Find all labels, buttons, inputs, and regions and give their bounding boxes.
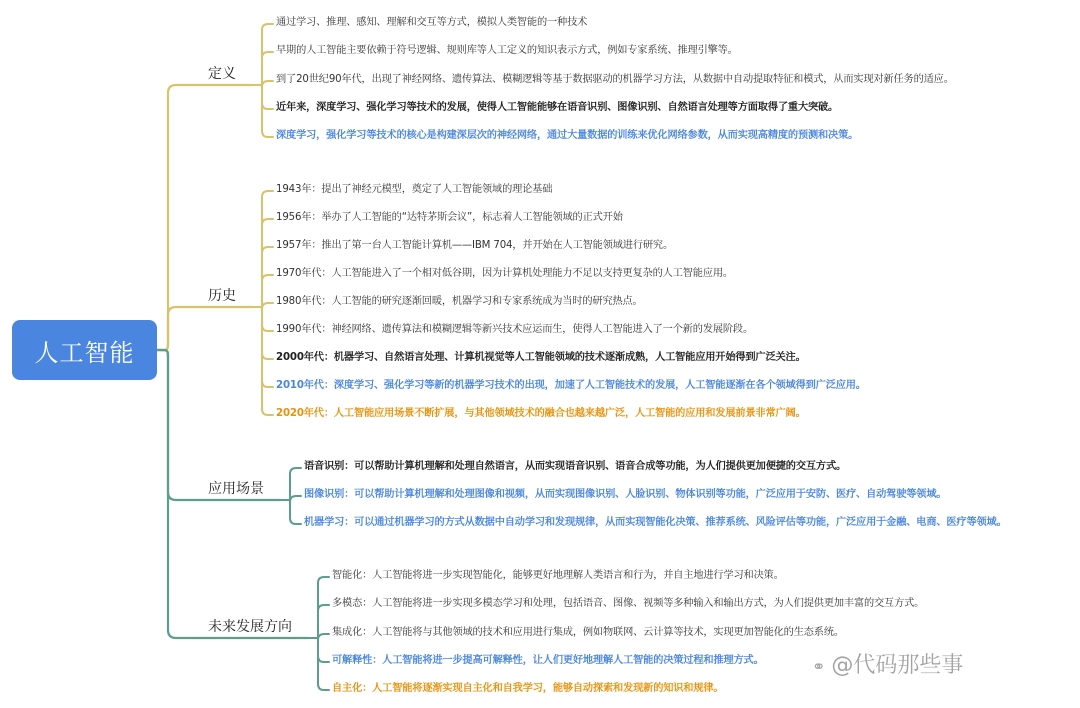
leaf-connector	[262, 381, 273, 387]
leaf-connector	[262, 219, 273, 225]
branch-label[interactable]: 未来发展方向	[208, 619, 292, 635]
leaf-connector	[318, 684, 329, 690]
leaf-item[interactable]: 1943年：提出了神经元模型，奠定了人工智能领域的理论基础	[276, 184, 553, 195]
leaf-connector	[262, 325, 273, 331]
leaf-connector	[318, 605, 329, 611]
leaf-connector	[318, 577, 329, 583]
leaf-connector	[262, 103, 273, 109]
root-node[interactable]: 人工智能	[12, 320, 157, 380]
leaf-item[interactable]: 1957年：推出了第一台人工智能计算机——IBM 704，并开始在人工智能领域进行研究。	[276, 240, 673, 251]
branch-label[interactable]: 定义	[208, 66, 236, 82]
leaf-item[interactable]: 自主化：人工智能将逐渐实现自主化和自我学习，能够自动探索和发现新的知识和规律。	[332, 683, 724, 694]
branch-connector	[157, 85, 200, 350]
leaf-connector	[262, 247, 273, 253]
leaf-item[interactable]: 语音识别：可以帮助计算机理解和处理自然语言，从而实现语音识别、语音合成等功能，为人们提供更加便捷的交互方式。	[304, 461, 847, 472]
watermark	[812, 648, 963, 679]
leaf-connector	[262, 191, 273, 197]
leaf-item[interactable]: 智能化：人工智能将进一步实现智能化，能够更好地理解人类语言和行为，并自主地进行学习和决策。	[332, 570, 784, 581]
leaf-item[interactable]: 图像识别：可以帮助计算机理解和处理图像和视频，从而实现图像识别、人脸识别、物体识别等功能，广泛应用于安防、医疗、自动驾驶等领域。	[304, 489, 947, 500]
leaf-item[interactable]: 2000年代：机器学习、自然语言处理、计算机视觉等人工智能领域的技术逐渐成熟，人工智能应用开始得到广泛关注。	[276, 352, 806, 363]
leaf-connector	[262, 24, 273, 30]
leaf-connector	[318, 634, 329, 640]
branch-label[interactable]: 应用场景	[208, 481, 264, 497]
leaf-item[interactable]: 早期的人工智能主要依赖于符号逻辑、规则库等人工定义的知识表示方式，例如专家系统、推理引擎等。	[276, 45, 738, 56]
leaf-item[interactable]: 近年来，深度学习、强化学习等技术的发展，使得人工智能能够在语音识别、图像识别、自然语言处理等方面取得了重大突破。	[276, 102, 839, 113]
leaf-connector	[262, 409, 273, 415]
branch-connector	[157, 350, 200, 638]
branch-connector	[157, 350, 200, 500]
leaf-connector	[290, 518, 301, 524]
leaf-item[interactable]: 深度学习，强化学习等技术的核心是构建深层次的神经网络，通过大量数据的训练来优化网络参数，从而实现高精度的预测和决策。	[276, 130, 859, 141]
leaf-item[interactable]: 1980年代：人工智能的研究逐渐回暖，机器学习和专家系统成为当时的研究热点。	[276, 296, 643, 307]
leaf-item[interactable]: 多模态：人工智能将进一步实现多模态学习和处理，包括语音、图像、视频等多种输入和输出方式，为人们提供更加丰富的交互方式。	[332, 598, 925, 609]
leaf-connector	[262, 303, 273, 309]
watermark-text: @代码那些事	[831, 653, 964, 678]
leaf-connector	[262, 275, 273, 281]
leaf-connector	[262, 353, 273, 359]
leaf-connector	[262, 131, 273, 137]
wechat-icon: ⚭	[812, 657, 826, 676]
leaf-item[interactable]: 2020年代：人工智能应用场景不断扩展，与其他领域技术的融合也越来越广泛，人工智能的应用和发展前景非常广阔。	[276, 408, 806, 419]
leaf-connector	[290, 496, 301, 502]
leaf-item[interactable]: 1990年代：神经网络、遗传算法和模糊逻辑等新兴技术应运而生，使得人工智能进入了一个新的发展阶段。	[276, 324, 754, 335]
leaf-item[interactable]: 机器学习：可以通过机器学习的方式从数据中自动学习和发现规律，从而实现智能化决策、推荐系统、风险评估等功能，广泛应用于金融、电商、医疗等领域。	[304, 517, 1007, 528]
leaf-item[interactable]: 集成化：人工智能将与其他领域的技术和应用进行集成，例如物联网、云计算等技术，实现更加智能化的生态系统。	[332, 627, 844, 638]
leaf-connector	[318, 656, 329, 662]
branch-label[interactable]: 历史	[208, 288, 236, 304]
leaf-item[interactable]: 1956年：举办了人工智能的“达特茅斯会议”，标志着人工智能领域的正式开始	[276, 212, 623, 223]
leaf-connector	[262, 52, 273, 58]
leaf-item[interactable]: 可解释性：人工智能将进一步提高可解释性，让人们更好地理解人工智能的决策过程和推理方式。	[332, 655, 764, 666]
leaf-item[interactable]: 通过学习、推理、感知、理解和交互等方式，模拟人类智能的一种技术	[276, 17, 588, 28]
leaf-connector	[290, 468, 301, 474]
leaf-item[interactable]: 1970年代：人工智能进入了一个相对低谷期，因为计算机处理能力不足以支持更复杂的人工智能应用。	[276, 268, 733, 279]
leaf-connector	[262, 81, 273, 87]
branch-connector	[157, 307, 200, 350]
leaf-item[interactable]: 到了20世纪90年代，出现了神经网络、遗传算法、模糊逻辑等基于数据驱动的机器学习方法，从数据中自动提取特征和模式，从而实现对新任务的适应。	[276, 74, 954, 85]
leaf-item[interactable]: 2010年代：深度学习、强化学习等新的机器学习技术的出现，加速了人工智能技术的发展，人工智能逐渐在各个领域得到广泛应用。	[276, 380, 866, 391]
